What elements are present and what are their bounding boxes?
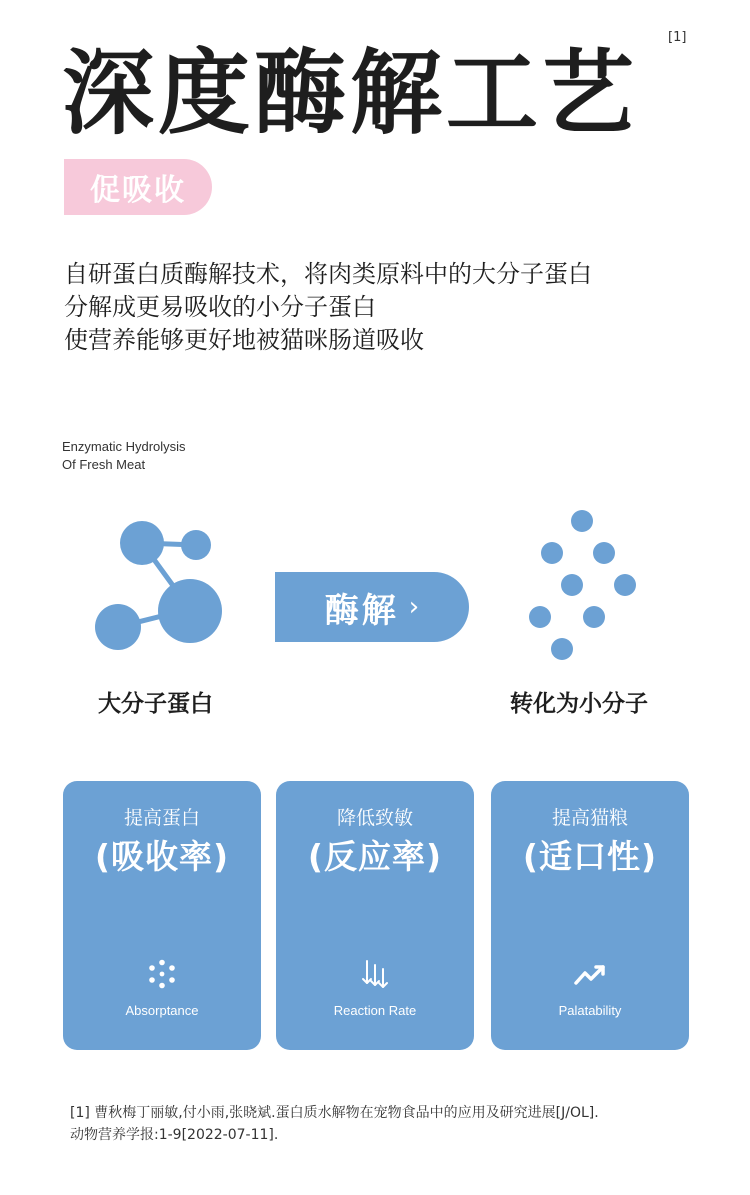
reference-footnote	[70, 1102, 599, 1146]
macromolecule-label: 大分子蛋白	[98, 691, 213, 717]
feature-tag	[64, 159, 212, 215]
small-molecules-icon	[510, 495, 650, 665]
down-arrows-icon	[276, 959, 474, 989]
small-molecule-label: 转化为小分子	[510, 691, 648, 717]
card-title: 提高猫粮	[551, 807, 628, 829]
diagram-english-label-line1: Enzymatic Hydrolysis	[62, 439, 186, 454]
intro-line: 分解成更易吸收的小分子蛋白	[64, 293, 376, 321]
reference-mark: [1]	[668, 30, 687, 45]
footnote-line1: [1] 曹秋梅丁丽敏,付小雨,张晓斌.蛋白质水解物在宠物食品中的应用及研究进展[J/OL].	[70, 1105, 599, 1121]
benefit-card-absorption	[63, 781, 261, 1050]
card-main: (吸收率)	[94, 837, 230, 876]
feature-tag-label: 促吸收	[90, 173, 186, 208]
intro-line: 自研蛋白质酶解技术，将肉类原料中的大分子蛋白	[64, 260, 592, 288]
card-main: (反应率)	[307, 837, 443, 876]
card-english: Absorptance	[125, 1003, 199, 1018]
benefit-card-palatability	[491, 781, 689, 1050]
chevron-right-icon: ›	[408, 592, 420, 622]
trend-up-icon	[491, 959, 689, 989]
page-title: 深度酶解工艺	[62, 40, 639, 147]
intro-text	[64, 258, 592, 357]
benefit-card-reaction	[276, 781, 474, 1050]
card-main: (适口性)	[522, 837, 658, 876]
macromolecule-icon	[80, 505, 240, 665]
dots-circle-icon	[63, 959, 261, 989]
hydrolysis-pill	[275, 572, 469, 642]
card-english: Reaction Rate	[333, 1003, 417, 1018]
diagram-english-label	[62, 438, 186, 474]
intro-line: 使营养能够更好地被猫咪肠道吸收	[64, 326, 424, 354]
hydrolysis-pill-label: 酶解	[324, 590, 399, 631]
card-title: 提高蛋白	[123, 807, 200, 829]
card-title: 降低致敏	[336, 807, 413, 829]
card-english: Palatability	[558, 1003, 622, 1018]
diagram-english-label-line2: Of Fresh Meat	[62, 457, 146, 472]
footnote-line2: 动物营养学报:1-9[2022-07-11].	[70, 1127, 279, 1143]
